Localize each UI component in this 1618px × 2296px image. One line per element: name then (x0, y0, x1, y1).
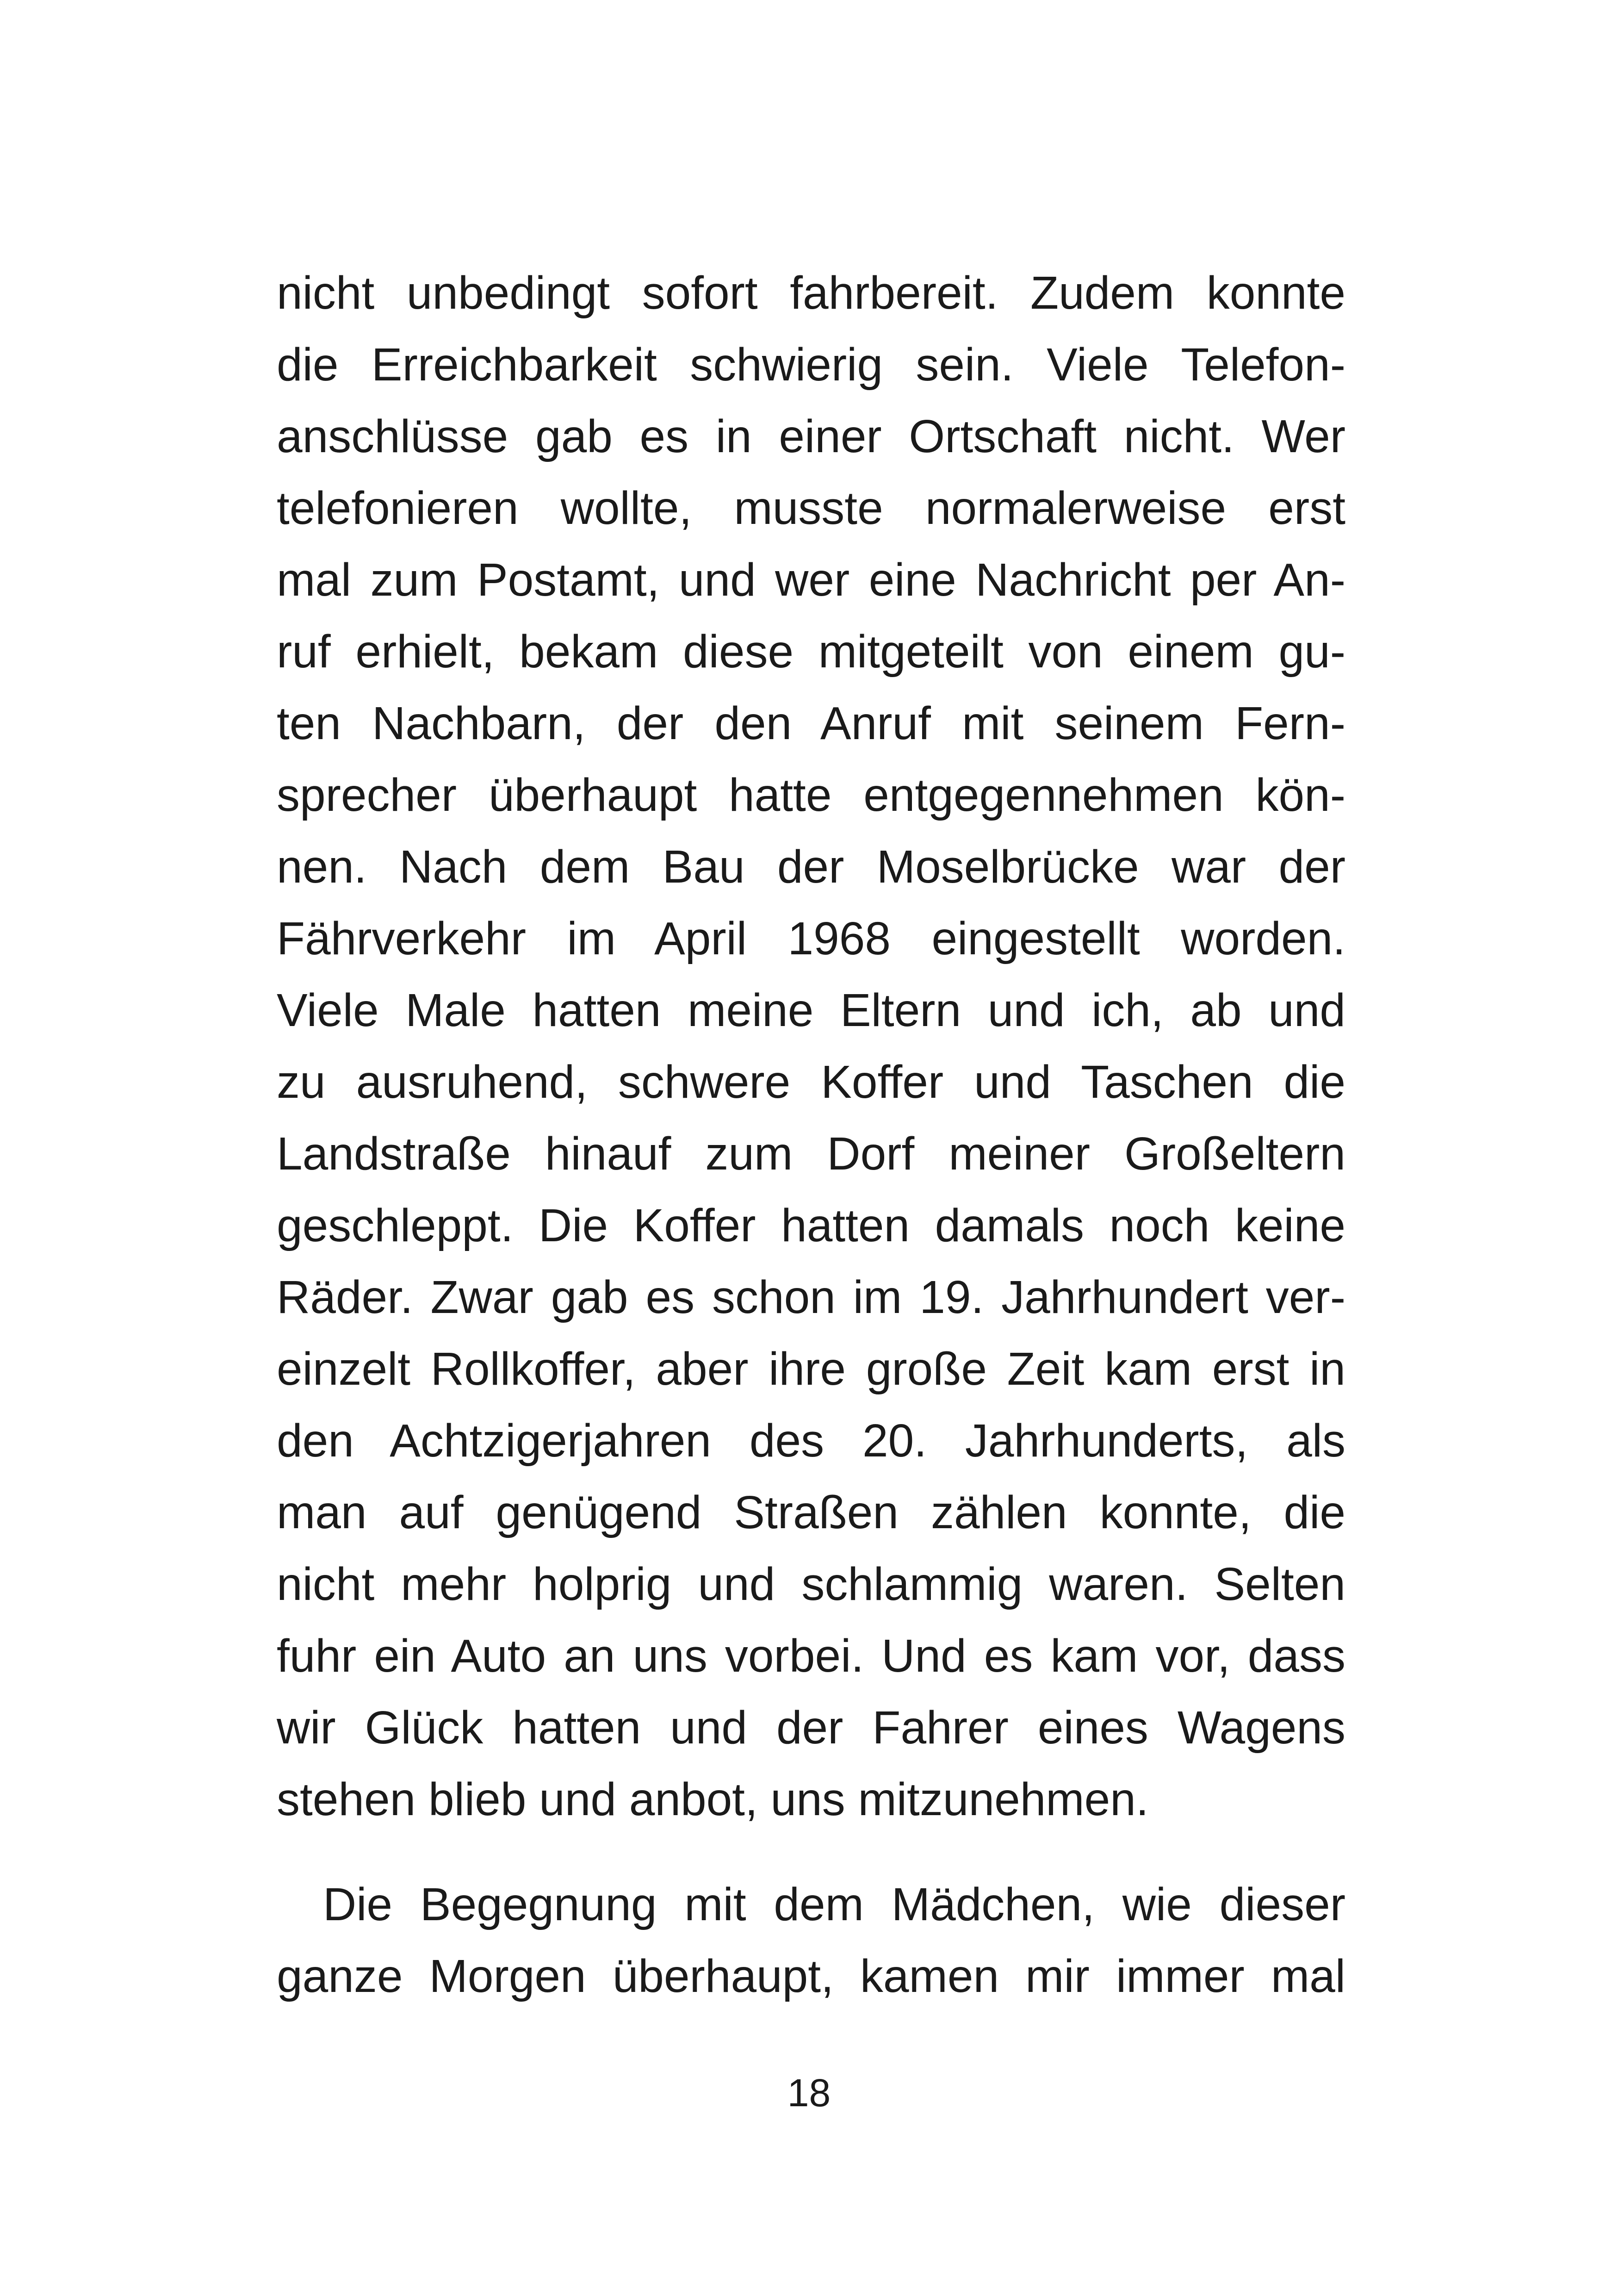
body-text (277, 257, 1345, 2012)
text-line: Viele Male hatten meine Eltern und ich, ab und (277, 984, 1345, 1036)
text-line: Räder. Zwar gab es schon im 19. Jahrhundert ver- (277, 1271, 1345, 1323)
text-line: ganze Morgen überhaupt, kamen mir immer mal (277, 1950, 1345, 2002)
paragraph (277, 1869, 1345, 2012)
paragraph-gap (277, 1836, 1345, 1869)
text-line: telefonieren wollte, musste normalerweise erst (277, 482, 1345, 534)
text-line: Landstraße hinauf zum Dorf meiner Großeltern (277, 1128, 1345, 1180)
text-line: Fährverkehr im April 1968 eingestellt worden. (277, 913, 1345, 964)
page-number: 18 (787, 2071, 831, 2115)
text-line: stehen blieb und anbot, uns mitzunehmen. (277, 1773, 1149, 1825)
text-line: nicht unbedingt sofort fahrbereit. Zudem konnte (277, 267, 1345, 319)
text-line: wir Glück hatten und der Fahrer eines Wagens (277, 1702, 1345, 1754)
text-line: ten Nachbarn, der den Anruf mit seinem Fern- (277, 697, 1345, 749)
text-line: einzelt Rollkoffer, aber ihre große Zeit kam erst in (277, 1343, 1345, 1395)
paragraphs (277, 257, 1345, 2012)
text-line: zu ausruhend, schwere Koffer und Taschen die (277, 1056, 1345, 1108)
text-line: geschleppt. Die Koffer hatten damals noch keine (277, 1200, 1345, 1251)
text-line: nen. Nach dem Bau der Moselbrücke war der (277, 841, 1345, 893)
text-line: den Achtzigerjahren des 20. Jahrhunderts, als (277, 1415, 1345, 1467)
text-line: sprecher überhaupt hatte entgegennehmen kön- (277, 769, 1345, 821)
paragraph (277, 257, 1345, 1836)
text-line: nicht mehr holprig und schlammig waren. Selten (277, 1558, 1345, 1610)
text-line: anschlüsse gab es in einer Ortschaft nicht. Wer (277, 411, 1345, 462)
text-line: mal zum Postamt, und wer eine Nachricht per An- (277, 554, 1345, 606)
text-line: man auf genügend Straßen zählen konnte, die (277, 1487, 1345, 1538)
text-line: ruf erhielt, bekam diese mitgeteilt von einem gu- (277, 626, 1345, 678)
text-line: die Erreichbarkeit schwierig sein. Viele Telefon- (277, 339, 1345, 391)
text-line: Die Begegnung mit dem Mädchen, wie dieser (323, 1879, 1345, 1930)
text-line: fuhr ein Auto an uns vorbei. Und es kam vor, dass (277, 1630, 1345, 1682)
